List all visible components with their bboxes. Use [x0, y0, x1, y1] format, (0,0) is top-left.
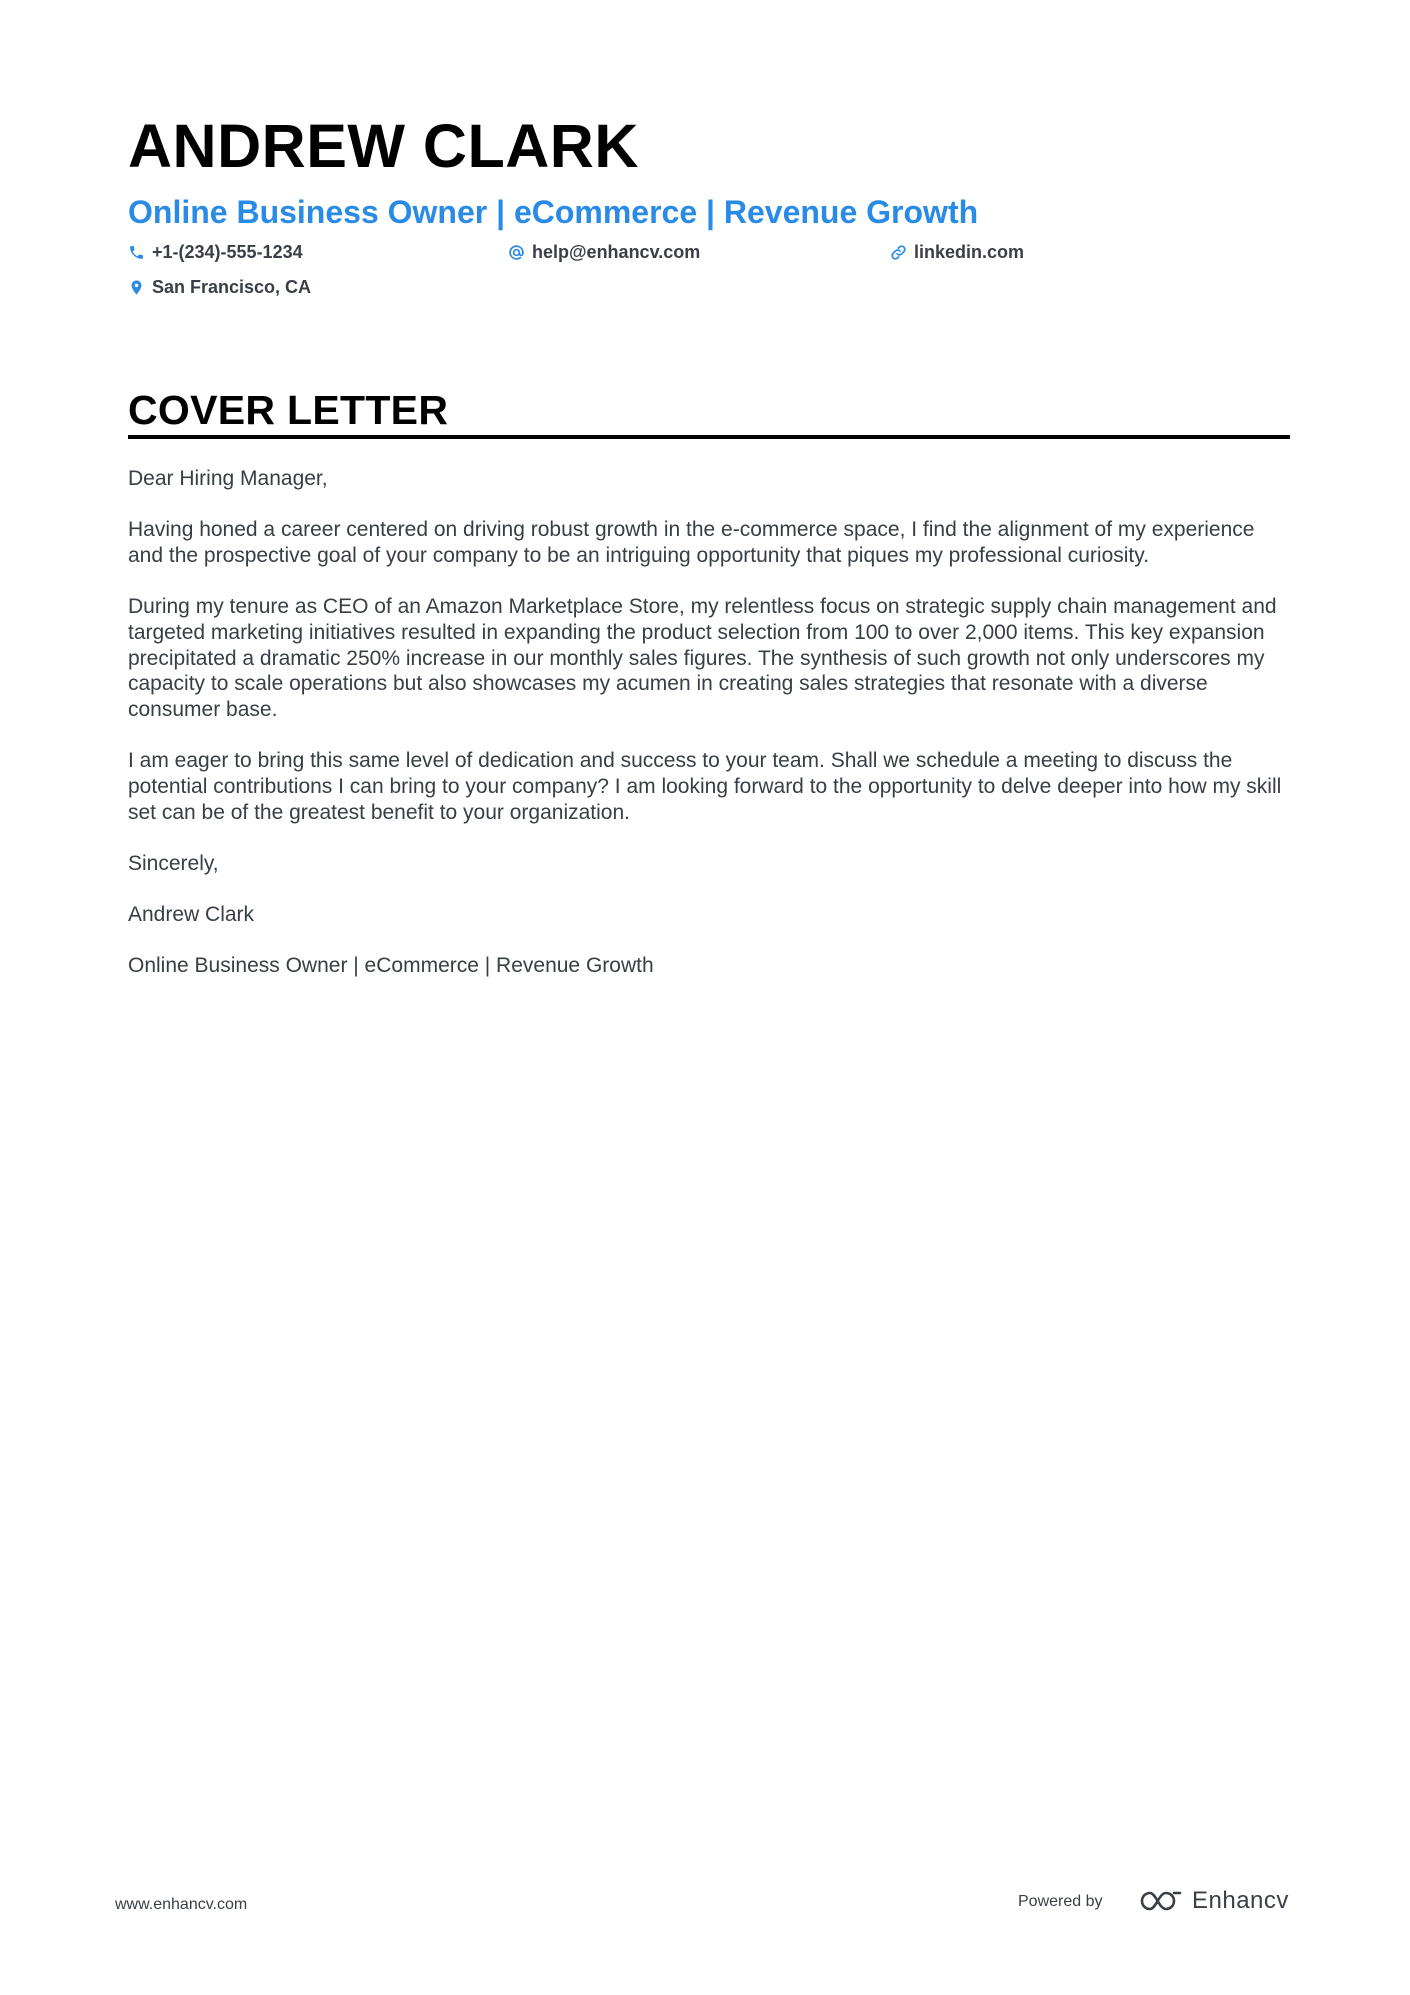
enhancv-wordmark: Enhancv [1192, 1887, 1289, 1914]
at-icon [508, 244, 525, 261]
contact-linkedin [890, 240, 1024, 264]
section-title: COVER LETTER [128, 387, 449, 433]
candidate-name: ANDREW CLARK [128, 112, 639, 180]
linkedin-link[interactable]: linkedin.com [914, 242, 1025, 262]
letter-salutation: Dear Hiring Manager, [128, 467, 328, 490]
location-text: San Francisco, CA [152, 277, 312, 297]
location-pin-icon [128, 279, 145, 296]
enhancv-logo-icon [1138, 1887, 1184, 1915]
phone-icon [128, 244, 145, 261]
section-divider [128, 435, 1290, 439]
powered-by-label: Powered by [1018, 1893, 1103, 1910]
letter-body [128, 466, 1293, 1004]
link-icon [890, 244, 907, 261]
letter-paragraph: I am eager to bring this same level of dedication and success to your team. Shall we schedule a meeting to discuss the potential contributions I can bring to your company? I am looking forward to the opportunity to delve deeper into how my skill set can be of the greatest benefit to your organization. [128, 749, 1282, 824]
letter-paragraph: During my tenure as CEO of an Amazon Marketplace Store, my relentless focus on strategic supply chain management and targeted marketing initiatives resulted in expanding the product selection from 100 to over 2,000 items. This key expansion precipitated a dramatic 250% increase in our monthly sales figures. The synthesis of such growth not only underscores my capacity to scale operations but also showcases my acumen in creating sales strategies that resonate with a diverse consumer base. [128, 595, 1277, 721]
footer-url[interactable]: www.enhancv.com [115, 1896, 248, 1913]
contact-phone [128, 240, 303, 264]
letter-paragraph: Having honed a career centered on driving robust growth in the e-commerce space, I find the alignment of my experience and the prospective goal of your company to be an intriguing opportunity that piques my professional curiosity. [128, 518, 1255, 567]
letter-signature-title: Online Business Owner | eCommerce | Revenue Growth [128, 954, 654, 978]
letter-closing: Sincerely, [128, 851, 219, 875]
candidate-headline: Online Business Owner | eCommerce | Revenue Growth [128, 194, 979, 230]
contact-location [128, 275, 311, 299]
letter-signature: Andrew Clark [128, 902, 255, 926]
email-address[interactable]: help@enhancv.com [532, 242, 701, 262]
enhancv-brand[interactable] [1138, 1886, 1289, 1916]
phone-number[interactable]: +1-(234)-555-1234 [152, 242, 303, 262]
contact-email [508, 240, 700, 264]
